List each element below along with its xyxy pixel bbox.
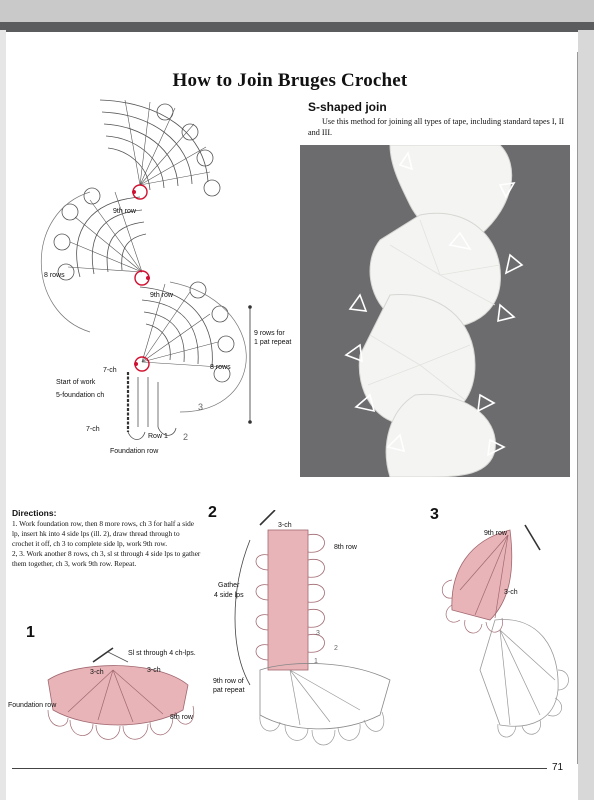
ill2-label-pat-repeat: pat repeat [213,687,245,694]
label-8-rows-left: 8 rows [44,272,65,279]
ill2-label-gather: Gather [218,582,240,589]
top-bar-dark-band [0,22,594,32]
ill3-label-3-ch: 3-ch [504,589,518,596]
label-foundation-row: Foundation row [110,448,159,455]
ill3-drawing [440,520,575,760]
ill2-number: 2 [208,504,217,521]
top-bar [0,0,594,30]
label-start-of-work: Start of work [56,379,96,386]
ill2-label-8th-row: 8th row [334,544,357,551]
label-7-ch-bottom: 7-ch [86,426,100,433]
page-title: How to Join Bruges Crochet [172,70,408,91]
label-8-rows-right: 8 rows [210,364,231,371]
ill1-number: 1 [26,624,35,641]
label-5-foundation-ch: 5-foundation ch [56,392,105,399]
label-9th-row-top: 9th row [113,208,136,215]
label-num-3: 3 [198,402,204,412]
section-subtitle: S-shaped join [308,100,387,114]
ill1-label-8th-row: 8th row [170,714,193,721]
lace-photo [300,145,570,477]
directions-title: Directions: [12,508,57,518]
ill2-label-3-ch: 3-ch [278,522,292,529]
page-number: 71 [552,762,564,773]
right-margin-rule [577,52,578,764]
ill3-number: 3 [430,506,439,523]
ill2-label-3: 3 [316,630,320,637]
ill3-label-9th-row: 9th row [484,530,507,537]
label-1-pat-repeat: 1 pat repeat [254,339,292,346]
lace-photo-drawing [300,145,570,477]
ill2-label-9th-row-of: 9th row of [213,678,244,685]
footer-rule [12,768,547,769]
ill2-label-2: 2 [334,645,338,652]
directions-text [12,519,202,569]
page-right-shadow [578,30,594,800]
ill2-label-4-side-lps: 4 side lps [214,592,244,599]
ill1-label-3-ch-b: 3-ch [147,667,161,674]
label-7-ch-top: 7-ch [103,367,117,374]
s-join-diagram [30,92,280,462]
label-row-1: Row 1 [148,433,168,440]
directions-step-2: 2, 3. Work another 8 rows, ch 3, sl st through 4 side lps to gather them together, ch 3, work 9th row. Repeat. [12,549,201,568]
directions-step-1: 1. Work foundation row, then 8 more rows, ch 3 for half a side lp, insert hk into 4 side lps (ill. 2), draw thread through to crochet it off, ch 3 to complete side lp, work 9th row. [12,519,194,548]
label-9th-row-mid: 9th row [150,292,173,299]
label-9-rows-for: 9 rows for [254,330,285,337]
ill2-drawing [230,510,410,760]
ill2-label-1: 1 [314,658,318,665]
label-num-2: 2 [183,432,189,442]
ill1-label-3-ch-a: 3-ch [90,669,104,676]
ill1-label-foundation-row: Foundation row [8,702,57,709]
section-intro: Use this method for joining all types of tape, including standard tapes I, II and III. [308,117,565,137]
page-left-edge [0,30,6,800]
ill1-label-sl-st: Sl st through 4 ch-lps. [128,650,196,657]
